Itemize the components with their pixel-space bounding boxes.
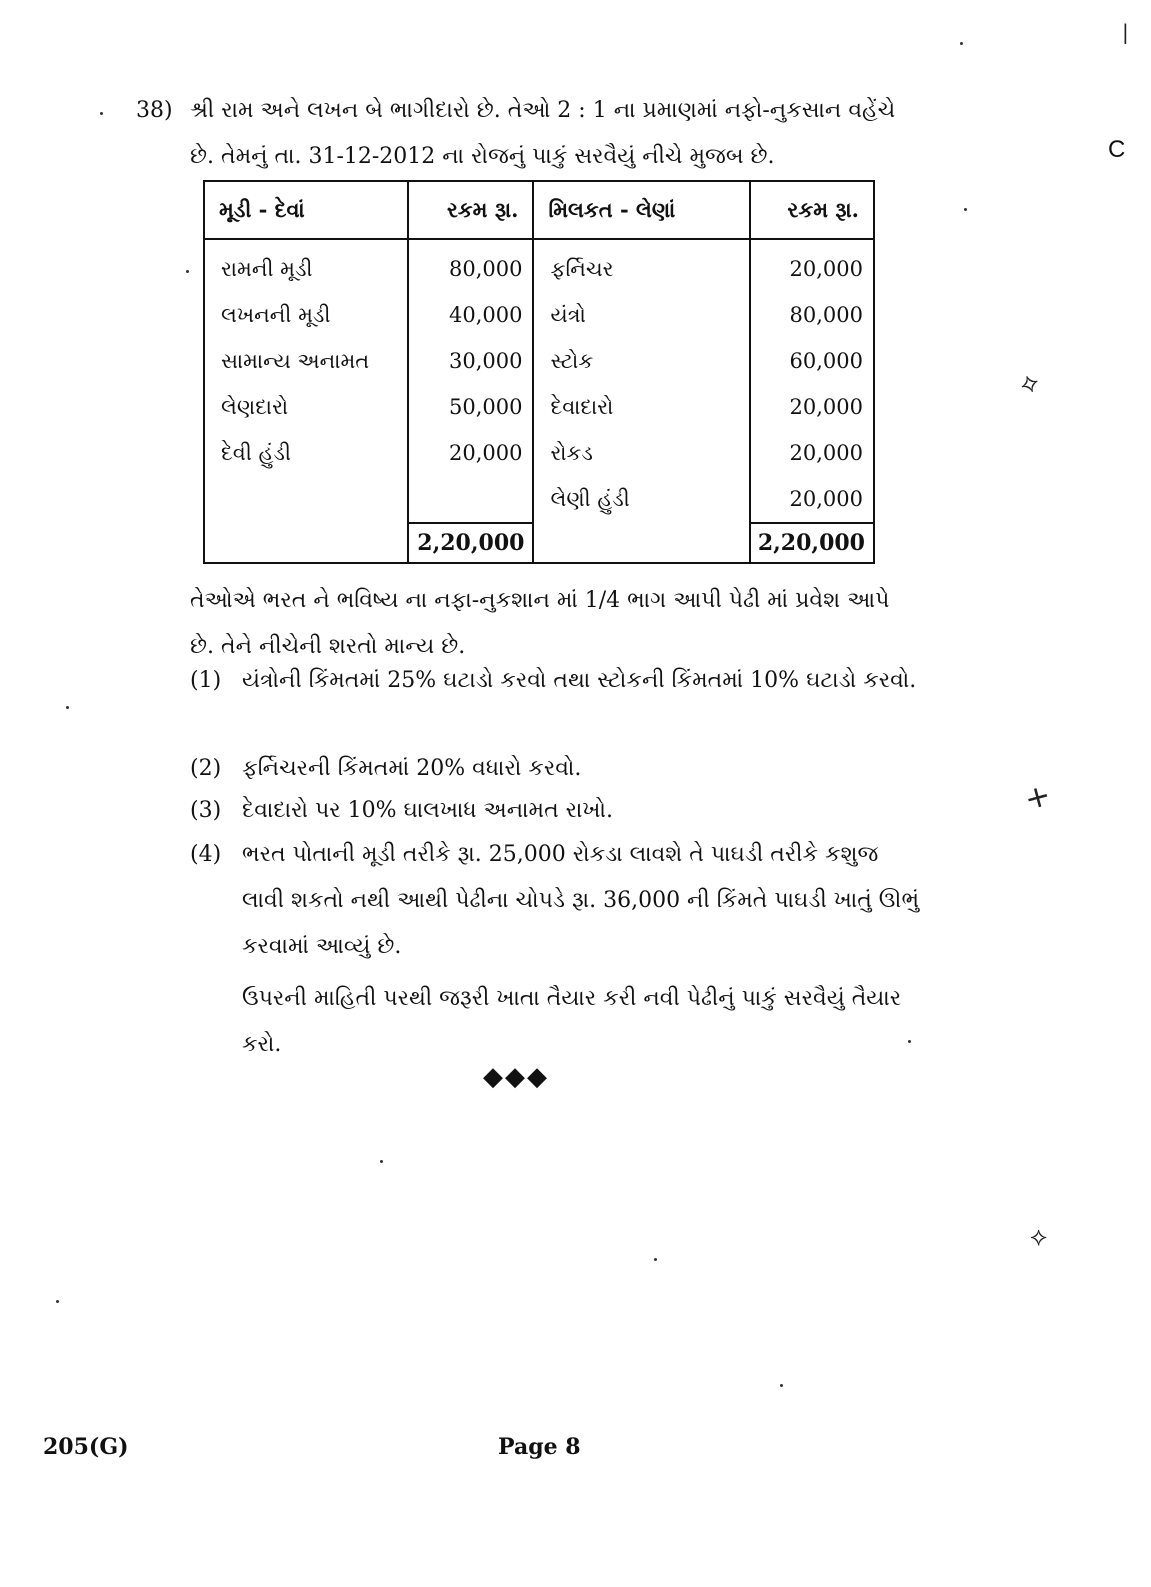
liabilities-amounts bbox=[408, 239, 534, 523]
margin-mark: C bbox=[1108, 136, 1126, 163]
question-number: 38) bbox=[136, 98, 173, 123]
asset-label: લેણી હુંડી bbox=[550, 487, 630, 511]
asset-label: યંત્રો bbox=[550, 303, 586, 327]
asset-amount: 80,000 bbox=[789, 303, 863, 327]
asset-amount: 20,000 bbox=[789, 257, 863, 281]
condition-item bbox=[190, 658, 920, 750]
condition-item bbox=[190, 746, 920, 792]
liability-amount: 30,000 bbox=[448, 349, 523, 373]
liability-label: દેવી હુંડી bbox=[221, 441, 291, 465]
assets-labels bbox=[533, 239, 750, 523]
closing-instruction: ઉપરની માહિતી પરથી જરૂરી ખાતા તૈયાર કરી નવી પેઢીનું પાકું સરવૈયું તૈયાર કરો. bbox=[242, 986, 902, 1057]
header-liabilities-amount: રકમ રૂા. bbox=[408, 181, 534, 239]
scan-speck bbox=[66, 706, 69, 709]
scan-speck bbox=[56, 1300, 59, 1303]
liability-amount: 80,000 bbox=[448, 257, 523, 281]
balance-sheet-header-row bbox=[204, 181, 874, 239]
asset-amount: 60,000 bbox=[789, 349, 863, 373]
scan-speck bbox=[960, 42, 963, 45]
scan-artifact-icon: | bbox=[1122, 20, 1129, 44]
condition-text: દેવાદારો પર 10% ઘાલખાધ અનામત રાખો. bbox=[242, 798, 613, 823]
condition-number: (3) bbox=[190, 798, 222, 823]
liability-label: સામાન્ય અનામત bbox=[221, 349, 370, 373]
assets-amounts bbox=[750, 239, 874, 523]
scan-artifact-icon: ⟡ bbox=[1030, 1222, 1048, 1252]
asset-label: રોકડ bbox=[550, 441, 593, 465]
liabilities-labels bbox=[204, 239, 408, 523]
scan-artifact-icon: ⟡ bbox=[1014, 363, 1044, 402]
scan-speck bbox=[380, 1160, 383, 1163]
liability-amount: 50,000 bbox=[448, 395, 523, 419]
scan-speck bbox=[186, 270, 189, 273]
scan-artifact-icon: ✕ bbox=[1019, 780, 1054, 818]
scan-speck bbox=[780, 1384, 783, 1387]
assets-total: 2,20,000 bbox=[750, 523, 874, 563]
scan-speck bbox=[654, 1258, 657, 1261]
scan-speck bbox=[964, 208, 967, 211]
paper-code: 205(G) bbox=[43, 1434, 129, 1460]
asset-label: ફર્નિચર bbox=[550, 257, 614, 281]
condition-text: યંત્રોની કિંમતમાં 25% ઘટાડો કરવો તથા સ્ટોકની કિંમતમાં 10% ઘટાડો કરવો. bbox=[242, 668, 917, 693]
liabilities-total: 2,20,000 bbox=[408, 523, 534, 563]
condition-item bbox=[190, 832, 920, 970]
condition-text: ભરત પોતાની મૂડી તરીકે રૂા. 25,000 રોકડા લાવશે તે પાઘડી તરીકે કશુજ લાવી શકતો નથી આથી પેઢીના ચોપડે રૂા. 36,000 ની કિંમતે પાઘડી ખાતું ઊભું કરવામાં આવ્યું છે. bbox=[242, 842, 920, 959]
liability-label: લેણદારો bbox=[221, 395, 289, 419]
condition-item bbox=[190, 788, 920, 834]
asset-amount: 20,000 bbox=[789, 441, 863, 465]
asset-amount: 20,000 bbox=[789, 395, 863, 419]
asset-label: દેવાદારો bbox=[550, 395, 614, 419]
balance-sheet-table bbox=[203, 180, 875, 564]
end-marker: ◆◆◆ bbox=[483, 1062, 549, 1092]
balance-sheet-body-row bbox=[204, 239, 874, 523]
asset-amount: 20,000 bbox=[789, 487, 863, 511]
liability-amount: 40,000 bbox=[448, 303, 523, 327]
scan-speck bbox=[908, 1040, 911, 1043]
header-liabilities: મૂડી - દેવાં bbox=[204, 181, 408, 239]
liability-label: રામની મૂડી bbox=[221, 257, 313, 281]
condition-number: (1) bbox=[190, 668, 222, 693]
page-number: Page 8 bbox=[498, 1434, 581, 1460]
balance-sheet-total-row bbox=[204, 523, 874, 563]
header-assets: મિલકત - લેણાં bbox=[533, 181, 750, 239]
liability-label: લખનની મૂડી bbox=[221, 303, 331, 327]
scan-speck bbox=[100, 112, 103, 115]
admission-paragraph: તેઓએ ભરત ને ભવિષ્ય ના નફા-નુકશાન માં 1/4 ભાગ આપી પેઢી માં પ્રવેશ આપે છે. તેને નીચેની શરતો માન્ય છે. bbox=[190, 588, 890, 659]
condition-text: ફર્નિચરની કિંમતમાં 20% વધારો કરવો. bbox=[242, 756, 582, 781]
condition-number: (2) bbox=[190, 756, 222, 781]
header-assets-amount: રકમ રૂા. bbox=[750, 181, 874, 239]
liability-amount: 20,000 bbox=[448, 441, 523, 465]
condition-number: (4) bbox=[190, 842, 222, 867]
question-intro: શ્રી રામ અને લખન બે ભાગીદારો છે. તેઓ 2 : 1 ના પ્રમાણમાં નફો-નુકસાન વહેંચે છે. તેમનું તા. 31-12-2012 ના રોજનું પાકું સરવૈયું નીચે મુજબ છે. bbox=[190, 98, 896, 169]
asset-label: સ્ટોક bbox=[550, 349, 594, 373]
